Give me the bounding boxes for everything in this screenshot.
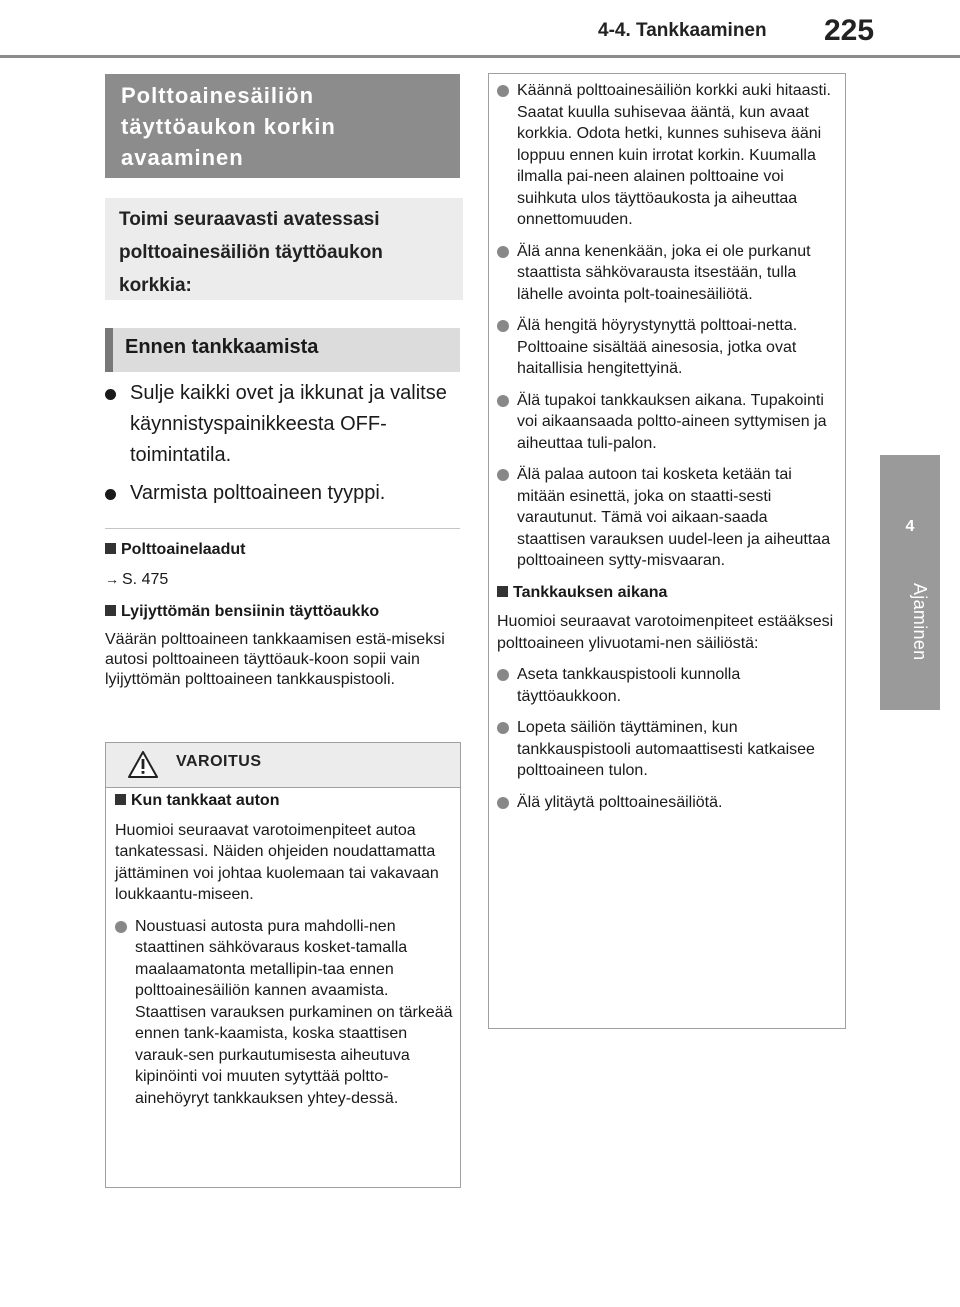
warning-item: Älä hengitä höyrystynyttä polttoai-netta. Polttoaine sisältää ainesosia, jotka ovat haitallisia hengitettyinä. <box>497 315 837 380</box>
warning-box <box>105 742 461 1188</box>
warning-label: VAROITUS <box>176 753 262 770</box>
arrow-right-icon: → <box>105 571 119 587</box>
chapter-number: 4 <box>905 518 915 535</box>
note-unleaded <box>105 602 465 690</box>
warning-item: Käännä polttoainesäiliön korkki auki hitaasti. Saatat kuulla suhisevaa ääntä, kun avaat korkkia. Odota hetki, kunnes suhiseva ääni loppuu ennen kuin irrotat korkin. Kuumalla ilmalla pai-neen alainen polttoaine voi suihkuta ulos täyttöaukosta ja aiheuttaa onnettomuuden. <box>497 80 837 231</box>
bullet-icon <box>497 395 509 407</box>
page-reference[interactable]: → S. 475 <box>105 571 169 588</box>
refuel-item: Aseta tankkauspistooli kunnolla täyttöaukkoon. <box>497 664 837 707</box>
subheading: Ennen tankkaamista <box>105 328 460 372</box>
warning-body <box>115 790 453 1119</box>
bullet-icon <box>497 669 509 681</box>
checklist-item <box>105 378 465 471</box>
page-number: 225 <box>824 14 875 47</box>
bullet-icon <box>497 320 509 332</box>
warning-item: Älä anna kenenkään, joka ei ole purkanut staattista sähkövarausta itsestään, tulla lähelle avointa polt-toainesäiliötä. <box>497 241 837 306</box>
bullet-icon <box>105 489 116 500</box>
checklist <box>105 378 465 516</box>
header-divider <box>0 55 960 58</box>
warning-triangle-icon <box>128 751 158 778</box>
note-heading: Lyijyttömän bensiinin täyttöaukko <box>105 602 465 622</box>
warning-item: Älä tupakoi tankkauksen aikana. Tupakointi voi aikaansaada poltto-aineen syttymisen ja aiheuttaa tuli-palon. <box>497 390 837 455</box>
square-bullet-icon <box>115 794 126 805</box>
warning-continued-box <box>488 73 846 1029</box>
section-divider <box>105 528 460 529</box>
intro-text: Toimi seuraavasti avatessasi polttoainesäiliön täyttöaukon korkkia: <box>105 198 463 300</box>
checklist-item <box>105 478 465 509</box>
bullet-icon <box>105 389 116 400</box>
warning-header <box>106 743 460 788</box>
note-fuel-types <box>105 540 465 590</box>
checklist-item-text: Sulje kaikki ovet ja ikkunat ja valitse käynnistyspainikkeesta OFF-toimintatila. <box>130 382 447 466</box>
bullet-icon <box>497 85 509 97</box>
bullet-icon <box>497 722 509 734</box>
warning-item: Noustuasi autosta pura mahdolli-nen staattinen sähkövaraus kosket-tamalla maalaamatonta metallipin-taa ennen polttoainesäiliön kannen avaamista. Staattisen varauksen purkaminen on tärkeää ennen tank-kaamista, koska staattisen varauk-sen purkautumisesta aiheutuva kipinöinti voi muuten sytyttää poltto-ainehöyryt tankkauksen yhtey-dessä. <box>115 916 453 1110</box>
refuel-item: Älä ylitäytä polttoainesäiliötä. <box>497 792 837 814</box>
bullet-icon <box>497 469 509 481</box>
page-heading: Polttoainesäiliön täyttöaukon korkin avaaminen <box>105 74 460 178</box>
bullet-icon <box>497 246 509 258</box>
warning-heading: Kun tankkaat auton <box>115 790 453 812</box>
square-bullet-icon <box>497 586 508 597</box>
refuel-intro: Huomioi seuraavat varotoimenpiteet estääksesi polttoaineen ylivuotami-nen säiliöstä: <box>497 613 834 652</box>
bullet-icon <box>115 921 127 933</box>
refuel-item: Lopeta säiliön täyttäminen, kun tankkauspistooli automaattisesti katkaisee polttoaineen tulon. <box>497 717 837 782</box>
square-bullet-icon <box>105 605 116 616</box>
chapter-label: Ajaminen <box>910 583 930 661</box>
warning-item: Älä palaa autoon tai kosketa ketään tai mitään esinettä, joka on staatti-sesti varautunut. Tämä voi aikaan-saada staattisen varauksen uudel-leen ja aiheuttaa polttoaineen sytty-misvaaran. <box>497 464 837 572</box>
bullet-icon <box>497 797 509 809</box>
checklist-item-text: Varmista polttoaineen tyyppi. <box>130 482 386 504</box>
section-title: 4-4. Tankkaaminen <box>598 20 767 41</box>
square-bullet-icon <box>105 543 116 554</box>
note-heading: Polttoainelaadut <box>105 540 465 560</box>
refuel-heading: Tankkauksen aikana <box>497 582 837 604</box>
note-text: Väärän polttoaineen tankkaamisen estä-miseksi autosi polttoaineen täyttöauk-koon sopii vain lyijyttömän polttoaineen tankkauspistooli. <box>105 631 445 688</box>
warning-intro: Huomioi seuraavat varotoimenpiteet autoa tankatessasi. Näiden ohjeiden noudattamatta jättäminen voi johtaa kuolemaan tai vakavaan loukkaantu-miseen. <box>115 821 439 903</box>
warning-continued-body <box>497 80 837 823</box>
